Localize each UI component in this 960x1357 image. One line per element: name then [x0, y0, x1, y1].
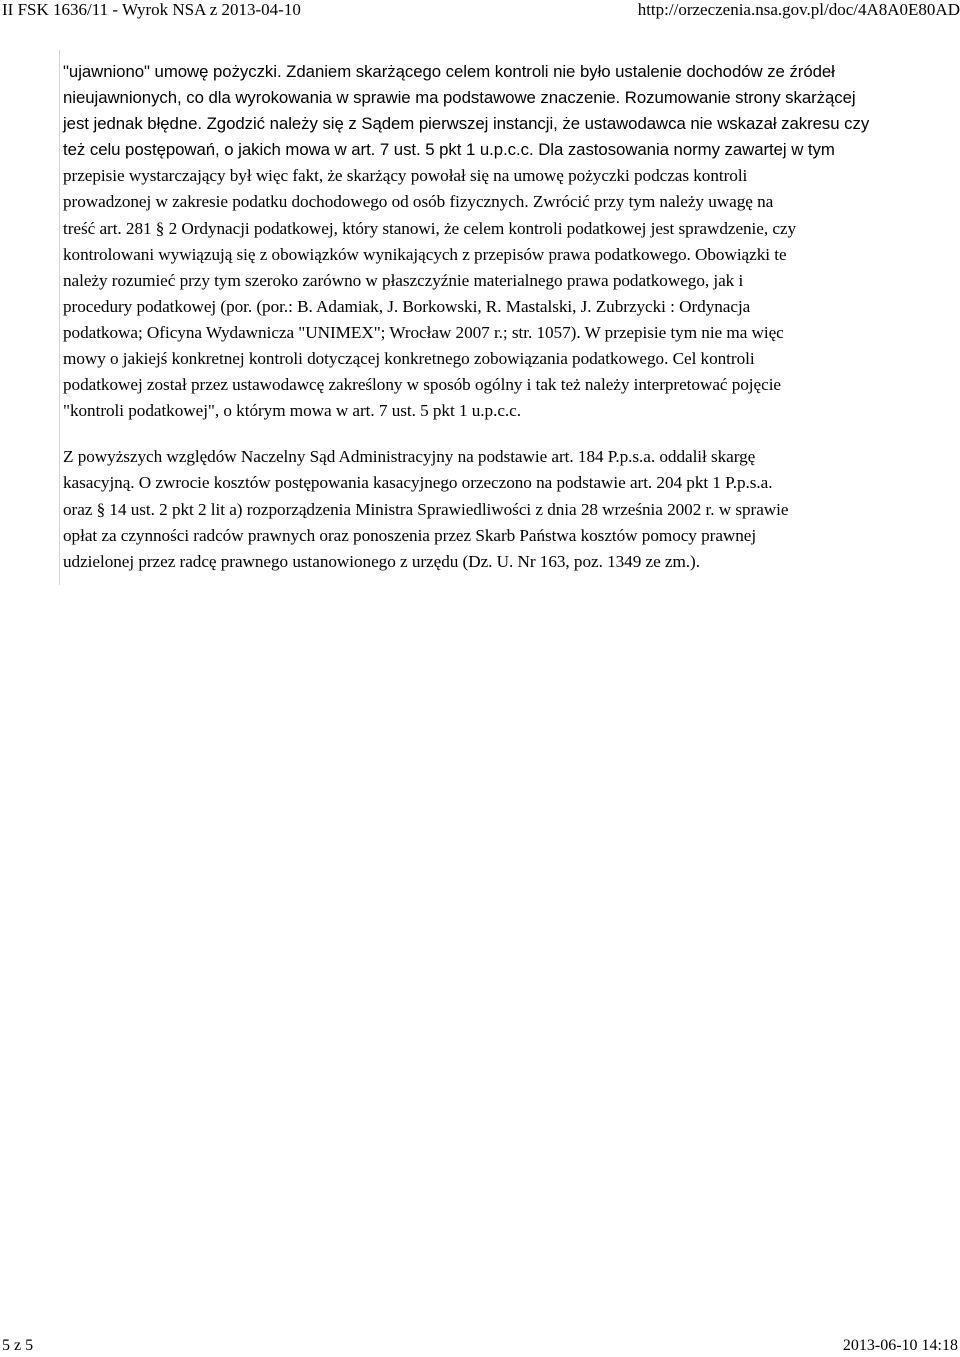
- content-border: [59, 50, 60, 585]
- print-header: [0, 0, 960, 22]
- document-url: http://orzeczenia.nsa.gov.pl/doc/4A8A0E80AD: [637, 0, 960, 19]
- paragraph-1-part-1: "ujawniono" umowę pożyczki. Zdaniem skarżącego celem kontroli nie było ustalenie dochodów ze źródeł nieujawnionych, co dla wyrokowania w sprawie ma podstawowe znaczenie. Rozumowanie strony skarżącej jest jednak błędne. Zgodzić należy się z Sądem pierwszej instancji, że ustawodawca nie wskazał zakresu czy też celu postępowań, o jakich mowa w art. 7 ust. 5 pkt 1 u.p.c.c. Dla zastosowania normy zawartej w tym: [63, 62, 870, 160]
- paragraph-gap: [63, 424, 905, 444]
- judgment-text: [63, 59, 905, 575]
- print-footer: [0, 1336, 960, 1357]
- paragraph-2: Z powyższych względów Naczelny Sąd Administracyjny na podstawie art. 184 P.p.s.a. oddalił skargę kasacyjną. O zwrocie kosztów postępowania kasacyjnego orzeczono na podstawie art. 204 pkt 1 P.p.s.a. oraz § 14 ust. 2 pkt 2 lit a) rozporządzenia Ministra Sprawiedliwości z dnia 28 września 2002 r. w sprawie opłat za czynności radców prawnych oraz ponoszenia przez Skarb Państwa kosztów pomocy prawnej udzielonej przez radcę prawnego ustanowionego z urzędu (Dz. U. Nr 163, poz. 1349 ze zm.).: [63, 447, 789, 571]
- print-datetime: 2013-06-10 14:18: [842, 1337, 958, 1354]
- document-title: II FSK 1636/11 - Wyrok NSA z 2013-04-10: [2, 0, 301, 19]
- page-number: 5 z 5: [2, 1337, 34, 1354]
- paragraph-1-part-2: przepisie wystarczający był więc fakt, że skarżący powołał się na umowę pożyczki podczas kontroli prowadzonej w zakresie podatku dochodowego od osób fizycznych. Zwrócić przy tym należy uwagę na treść art. 281 § 2 Ordynacji podatkowej, który stanowi, że celem kontroli podatkowej jest sprawdzenie, czy kontrolowani wywiązują się z obowiązków wynikających z przepisów prawa podatkowego. Obowiązki te należy rozumieć przy tym szeroko zarówno w płaszczyźnie materialnego prawa podatkowego, jak i procedury podatkowej (por. (por.: B. Adamiak, J. Borkowski, R. Mastalski, J. Zubrzycki : Ordynacja podatkowa; Oficyna Wydawnicza "UNIMEX"; Wrocław 2007 r.; str. 1057). W przepisie tym nie ma więc mowy o jakiejś konkretnej kontroli dotyczącej konkretnego zobowiązania podatkowego. Cel kontroli podatkowej został przez ustawodawcę zakreślony w sposób ogólny i tak też należy interpretować pojęcie "kontroli podatkowej", o którym mowa w art. 7 ust. 5 pkt 1 u.p.c.c.: [63, 166, 797, 421]
